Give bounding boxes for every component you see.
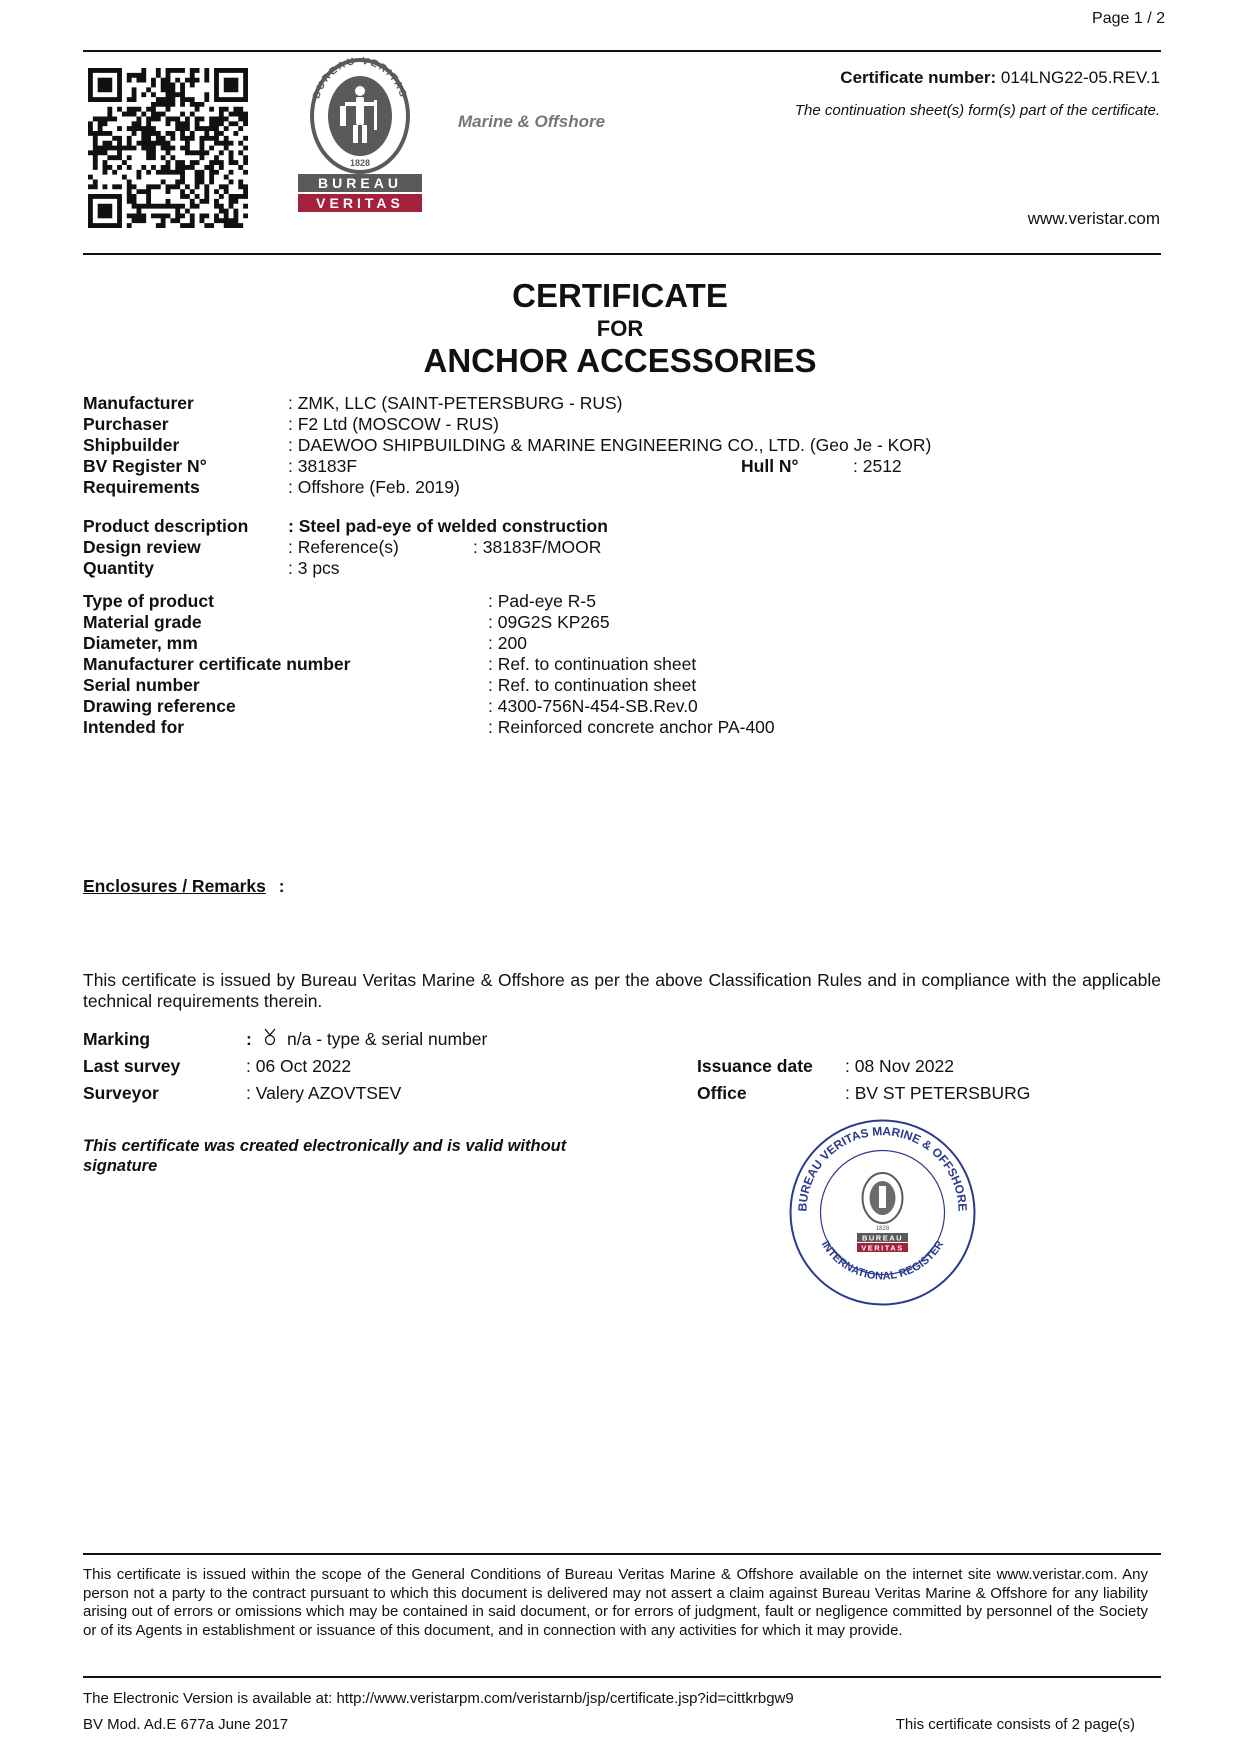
document-title-for: FOR bbox=[596, 316, 644, 341]
product-description-value: : Steel pad-eye of welded construction bbox=[288, 516, 608, 536]
page-count-note: This certificate consists of 2 page(s) bbox=[895, 1716, 1135, 1733]
bv-register-value: : 38183F bbox=[288, 456, 358, 476]
certificate-number-value: 014LNG22-05.REV.1 bbox=[1000, 68, 1160, 87]
issued-statement: This certificate is issued by Bureau Veritas Marine & Offshore as per the above Classification Rules and in compliance with the applicable technical requirements therein. bbox=[83, 970, 1161, 1011]
header-top-rule bbox=[83, 50, 1161, 52]
surveyor-label: Surveyor bbox=[83, 1083, 159, 1103]
electronic-version-link[interactable]: The Electronic Version is available at: http://www.veristarpm.com/veristarnb/jsp/certificate.jsp?id=cittkrbgw9 bbox=[83, 1690, 794, 1707]
office-label: Office bbox=[697, 1083, 747, 1103]
last-survey-label: Last survey bbox=[83, 1056, 181, 1076]
enclosures-colon: : bbox=[278, 876, 285, 896]
detail-label: Material grade bbox=[83, 612, 202, 632]
last-survey-value: : 06 Oct 2022 bbox=[246, 1056, 352, 1076]
issuance-date-value: : 08 Nov 2022 bbox=[845, 1056, 954, 1076]
logo-veritas-text: VERITAS bbox=[316, 195, 404, 211]
detail-value: : Reinforced concrete anchor PA-400 bbox=[488, 717, 775, 737]
footer-bottom-rule bbox=[83, 1676, 1161, 1678]
requirements-label: Requirements bbox=[83, 477, 200, 497]
detail-label: Type of product bbox=[83, 591, 214, 611]
stamp-bureau-text: BUREAU bbox=[861, 1233, 904, 1243]
website-link[interactable]: www.veristar.com bbox=[1027, 209, 1160, 228]
office-value: : BV ST PETERSBURG bbox=[845, 1083, 1031, 1103]
bureau-veritas-stamp bbox=[780, 1110, 985, 1315]
form-reference: BV Mod. Ad.E 677a June 2017 bbox=[83, 1716, 289, 1733]
hull-value: : 2512 bbox=[853, 456, 902, 476]
detail-label: Intended for bbox=[83, 717, 185, 737]
detail-value: : Pad-eye R-5 bbox=[488, 591, 596, 611]
design-review-reference: : 38183F/MOOR bbox=[473, 537, 602, 557]
enclosures-label: Enclosures / Remarks bbox=[83, 876, 266, 896]
detail-value: : Ref. to continuation sheet bbox=[488, 654, 697, 674]
logo-arc-text: BUREAU VERITAS bbox=[311, 56, 409, 101]
design-review-label: Design review bbox=[83, 537, 201, 557]
detail-value: : 200 bbox=[488, 633, 527, 653]
certificate-number bbox=[840, 68, 1160, 88]
design-review-value: : Reference(s) bbox=[288, 537, 399, 557]
page-number: Page 1 / 2 bbox=[1092, 10, 1165, 27]
marking-colon: : bbox=[246, 1029, 252, 1049]
detail-label: Drawing reference bbox=[83, 696, 236, 716]
legal-disclaimer: This certificate is issued within the scope of the General Conditions of Bureau Veritas Marine & Offshore available on the internet site www.veristar.com. Any person not a party to the contract pursuant to which this document is delivered may not assert a claim against Bureau Veritas Marine & Offshore for any liability arising out of errors or omissions which may be contained in said document, or for errors of judgment, fault or negligence committed by personnel of the Society or of its Agents in establishment or issuance of this document, and in connection with any activities for which it may provide. bbox=[83, 1566, 1148, 1639]
bv-register-label: BV Register N° bbox=[83, 456, 207, 476]
detail-value: : 09G2S KP265 bbox=[488, 612, 610, 632]
logo-bureau-text: BUREAU bbox=[318, 175, 402, 191]
detail-label: Serial number bbox=[83, 675, 200, 695]
electronic-validity-note: This certificate was created electronically and is valid without signature bbox=[83, 1137, 567, 1175]
qr-code-icon bbox=[88, 68, 248, 228]
stamp-veritas-text: VERITAS bbox=[861, 1243, 904, 1253]
stamp-top-text: BUREAU VERITAS MARINE & OFFSHORE bbox=[795, 1124, 970, 1212]
purchaser-value: : F2 Ltd (MOSCOW - RUS) bbox=[288, 414, 499, 434]
footer-top-rule bbox=[83, 1553, 1161, 1555]
document-title: CERTIFICATE bbox=[512, 277, 728, 314]
stamp-bottom-text: INTERNATIONAL REGISTER bbox=[818, 1238, 947, 1283]
marking-value: n/a - type & serial number bbox=[287, 1029, 488, 1049]
shipbuilder-label: Shipbuilder bbox=[83, 435, 180, 455]
surveyor-value: : Valery AZOVTSEV bbox=[246, 1083, 402, 1103]
manufacturer-value: : ZMK, LLC (SAINT-PETERSBURG - RUS) bbox=[288, 393, 623, 413]
certificate-number-label: Certificate number: bbox=[840, 68, 997, 87]
shipbuilder-value: : DAEWOO SHIPBUILDING & MARINE ENGINEERING CO., LTD. (Geo Je - KOR) bbox=[288, 435, 932, 455]
purchaser-label: Purchaser bbox=[83, 414, 169, 434]
bureau-veritas-logo bbox=[295, 56, 425, 214]
requirements-value: : Offshore (Feb. 2019) bbox=[288, 477, 460, 497]
quantity-value: : 3 pcs bbox=[288, 558, 340, 578]
header-bottom-rule bbox=[83, 253, 1161, 255]
manufacturer-label: Manufacturer bbox=[83, 393, 194, 413]
detail-value: : 4300-756N-454-SB.Rev.0 bbox=[488, 696, 698, 716]
quantity-label: Quantity bbox=[83, 558, 154, 578]
document-subtitle: ANCHOR ACCESSORIES bbox=[423, 342, 817, 379]
product-description-label: Product description bbox=[83, 516, 249, 536]
marking-label: Marking bbox=[83, 1029, 151, 1049]
detail-label: Diameter, mm bbox=[83, 633, 198, 653]
marking-symbol-icon bbox=[261, 1027, 279, 1047]
continuation-note: The continuation sheet(s) form(s) part of the certificate. bbox=[794, 102, 1160, 119]
enclosures-remarks bbox=[83, 876, 285, 897]
detail-value: : Ref. to continuation sheet bbox=[488, 675, 697, 695]
detail-label: Manufacturer certificate number bbox=[83, 654, 351, 674]
division-label: Marine & Offshore bbox=[458, 112, 606, 131]
hull-label: Hull N° bbox=[741, 456, 799, 476]
issuance-date-label: Issuance date bbox=[697, 1056, 813, 1076]
stamp-year: 1828 bbox=[875, 1226, 890, 1232]
logo-year: 1828 bbox=[349, 158, 371, 168]
